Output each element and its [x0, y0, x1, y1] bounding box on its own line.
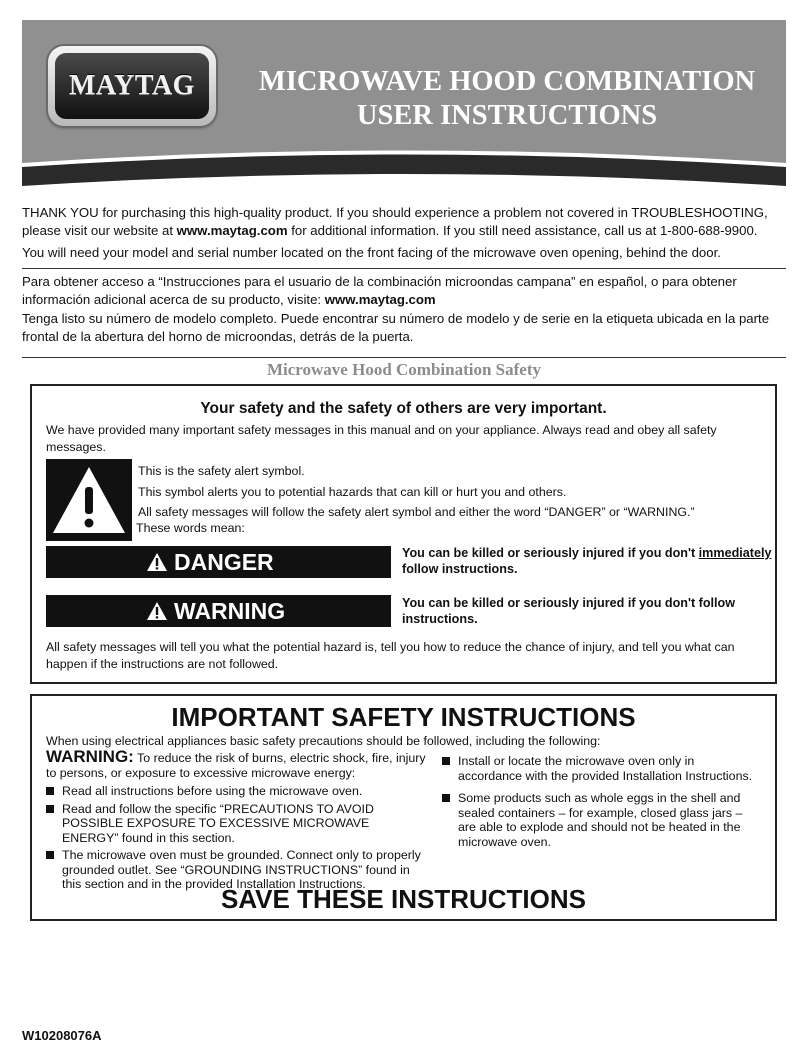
maytag-logo: [48, 46, 216, 126]
danger-text: follow instructions.: [402, 562, 518, 576]
danger-emphasis: immediately: [698, 546, 772, 560]
danger-message: [402, 545, 772, 577]
danger-label: DANGER: [174, 548, 274, 575]
safety-alert-icon: [146, 601, 168, 621]
safety-heading: Your safety and the safety of others are very important.: [200, 400, 607, 417]
square-bullet-icon: [46, 805, 54, 813]
symbol-line-2: This symbol alerts you to potential hazards that can kill or hurt you and others.: [138, 485, 567, 499]
symbol-line-3: All safety messages will follow the safety alert symbol and either the word “DANGER” or “WARNING.”: [138, 505, 695, 519]
divider: [22, 268, 786, 269]
header-banner: [22, 20, 786, 190]
document-number: W10208076A: [22, 1028, 102, 1043]
warning-signal-word: [46, 595, 391, 627]
intro-text: Para obtener acceso a “Instrucciones para el usuario de la combinación microondas campana” en español, o para obtener información adicional acerca de su producto, visite:: [22, 274, 737, 307]
list-item: Install or locate the microwave oven only in accordance with the provided Installation Instructions.: [442, 754, 760, 783]
warning-statement: [46, 747, 426, 780]
safety-alert-icon: [146, 552, 168, 572]
warning-word: WARNING:: [46, 747, 134, 766]
intro-paragraph-3: [22, 273, 784, 309]
important-heading: IMPORTANT SAFETY INSTRUCTIONS: [171, 702, 636, 732]
safety-intro: We have provided many important safety messages in this manual and on your appliance. Always read and obey all safety messages.: [46, 423, 717, 454]
list-item: Read and follow the specific “PRECAUTIONS TO AVOID POSSIBLE EXPOSURE TO EXCESSIVE MICROWAVE ENERGY” found in this section.: [46, 802, 426, 846]
warning-label: WARNING: [174, 597, 286, 624]
divider: [22, 357, 786, 358]
danger-text: You can be killed or seriously injured if you don't: [402, 546, 699, 560]
intro-paragraph-4: Tenga listo su número de modelo completo. Puede encontrar su número de modelo y de serie en la etiqueta ubicada en la parte frontal de la abertura del horno de microondas, detrás de la puerta.: [22, 311, 770, 344]
intro-paragraph-2: You will need your model and serial number located on the front facing of the microwave oven opening, behind the door.: [22, 245, 721, 260]
warning-message: You can be killed or seriously injured if you don't follow instructions.: [402, 596, 736, 626]
title-line-2: USER INSTRUCTIONS: [356, 100, 658, 131]
square-bullet-icon: [46, 851, 54, 859]
left-column: [46, 747, 426, 895]
square-bullet-icon: [46, 787, 54, 795]
safety-closing: All safety messages will tell you what the potential hazard is, tell you how to reduce the chance of injury, and tell you what can happen if the instructions are not followed.: [46, 640, 735, 671]
list-item: The microwave oven must be grounded. Connect only to properly grounded outlet. See “GROUNDING INSTRUCTIONS” found in this section and in the provided Installation Instructions.: [46, 848, 426, 892]
title-line-1: MICROWAVE HOOD COMBINATION: [258, 66, 756, 97]
website-link-es[interactable]: www.maytag.com: [324, 292, 436, 307]
warning-text: To reduce the risk of burns, electric shock, fire, injury to persons, or exposure to excessive microwave energy:: [46, 751, 426, 780]
list-item: Read all instructions before using the microwave oven.: [46, 784, 426, 799]
document-title: [232, 65, 782, 133]
important-subheading: When using electrical appliances basic safety precautions should be followed, including the following:: [46, 734, 601, 748]
safety-box: [30, 384, 777, 684]
square-bullet-icon: [442, 794, 450, 802]
square-bullet-icon: [442, 757, 450, 765]
important-instructions-box: [30, 694, 777, 921]
symbol-line-1: This is the safety alert symbol.: [138, 464, 305, 478]
right-column: [442, 754, 760, 852]
logo-text: MAYTAG: [69, 70, 195, 101]
intro-text: THANK YOU for purchasing this high-quality product. If you should experience a problem not covered in TROUBLESHOOTING, please visit our website at: [22, 205, 768, 238]
intro-paragraph-1: [22, 204, 784, 240]
danger-signal-word: [46, 546, 391, 578]
section-heading: Microwave Hood Combination Safety: [266, 360, 542, 379]
website-link[interactable]: www.maytag.com: [176, 223, 288, 238]
intro-text: for additional information. If you still need assistance, call us at 1-800-688-9900.: [287, 223, 758, 238]
list-item: Some products such as whole eggs in the shell and sealed containers – for example, closed glass jars – are able to explode and should not be heated in the microwave oven.: [442, 791, 760, 849]
safety-alert-icon: [46, 459, 132, 541]
symbol-line-4: These words mean:: [136, 521, 245, 535]
save-instructions: SAVE THESE INSTRUCTIONS: [220, 884, 586, 914]
